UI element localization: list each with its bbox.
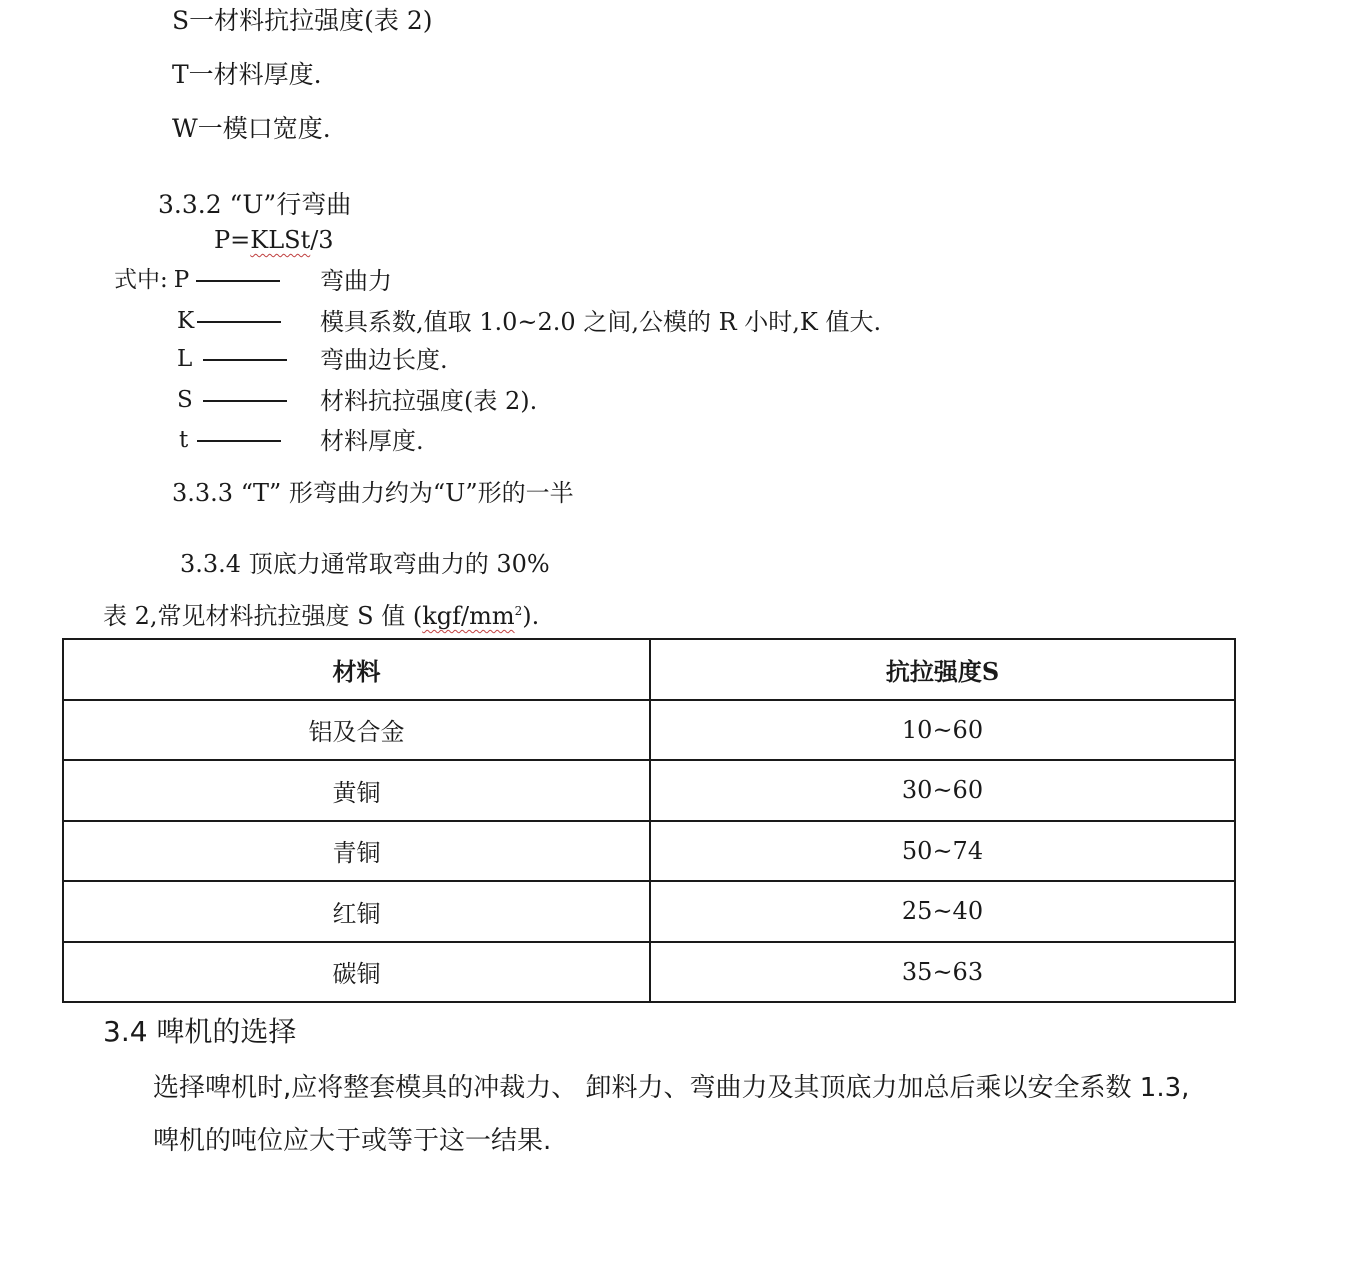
cell-material: 黄铜 [63, 760, 650, 821]
leader-line [196, 280, 280, 282]
section-333: 3.3.3 “T” 形弯曲力约为“U”形的一半 [172, 479, 574, 507]
leader-line [197, 440, 281, 442]
cell-material: 碳铜 [63, 942, 650, 1003]
var-row-s [177, 389, 287, 412]
table-row [63, 881, 1235, 942]
header-material: 材料 [63, 639, 650, 700]
leader-line [203, 359, 287, 361]
var-desc-s: 材料抗拉强度(表 2). [320, 387, 538, 415]
var-symbol: K [177, 308, 195, 334]
var-desc-t: 材料厚度. [320, 427, 424, 455]
formula [214, 228, 334, 252]
caption-unit-sup: 2 [514, 604, 523, 618]
var-row-l [177, 348, 287, 371]
formula-variables: KLSt [250, 226, 311, 254]
formula-intro: 式中: [114, 267, 168, 293]
section-332-heading: 3.3.2 “U”行弯曲 [158, 190, 352, 219]
caption-unit: kgf/mm [422, 602, 515, 630]
leader-line [197, 321, 281, 323]
var-desc-l: 弯曲边长度. [320, 346, 448, 374]
table-row [63, 760, 1235, 821]
var-symbol: P [173, 267, 190, 293]
table-row [63, 821, 1235, 882]
cell-material: 红铜 [63, 881, 650, 942]
header-strength: 抗拉强度S [650, 639, 1235, 700]
caption-suffix: ). [522, 602, 540, 630]
cell-strength: 30~60 [650, 760, 1235, 821]
section-34-line-1: 选择啤机时,应将整套模具的冲裁力、 卸料力、弯曲力及其顶底力加总后乘以安全系数 1.3, [153, 1073, 1190, 1103]
var-desc-k: 模具系数,值取 1.0~2.0 之间,公模的 R 小时,K 值大. [320, 308, 882, 336]
var-row-k [177, 310, 281, 333]
table-caption [103, 604, 539, 628]
formula-suffix: /3 [310, 226, 334, 254]
cell-strength: 25~40 [650, 881, 1235, 942]
leader-line [203, 400, 287, 402]
definition-s: S一材料抗拉强度(表 2) [172, 6, 433, 35]
strength-table [62, 638, 1236, 1003]
section-34-heading: 3.4 啤机的选择 [103, 1015, 297, 1048]
cell-strength: 10~60 [650, 700, 1235, 761]
cell-strength: 50~74 [650, 821, 1235, 882]
cell-material: 铝及合金 [63, 700, 650, 761]
definition-w: W一模口宽度. [172, 114, 331, 143]
var-row-t [179, 429, 281, 452]
definition-t: T一材料厚度. [172, 60, 322, 89]
table-row [63, 700, 1235, 761]
var-symbol: L [177, 346, 193, 372]
table-row [63, 942, 1235, 1003]
var-row-p [114, 269, 280, 292]
var-symbol: t [179, 427, 189, 453]
var-desc-p: 弯曲力 [320, 267, 392, 295]
caption-prefix: 表 2,常见材料抗拉强度 S 值 ( [103, 602, 423, 630]
table-header-row [63, 639, 1235, 700]
formula-prefix: P= [214, 226, 251, 254]
cell-material: 青铜 [63, 821, 650, 882]
section-34-line-2: 啤机的吨位应大于或等于这一结果. [153, 1126, 552, 1156]
var-symbol: S [177, 387, 193, 413]
cell-strength: 35~63 [650, 942, 1235, 1003]
section-334: 3.3.4 顶底力通常取弯曲力的 30% [180, 550, 550, 578]
